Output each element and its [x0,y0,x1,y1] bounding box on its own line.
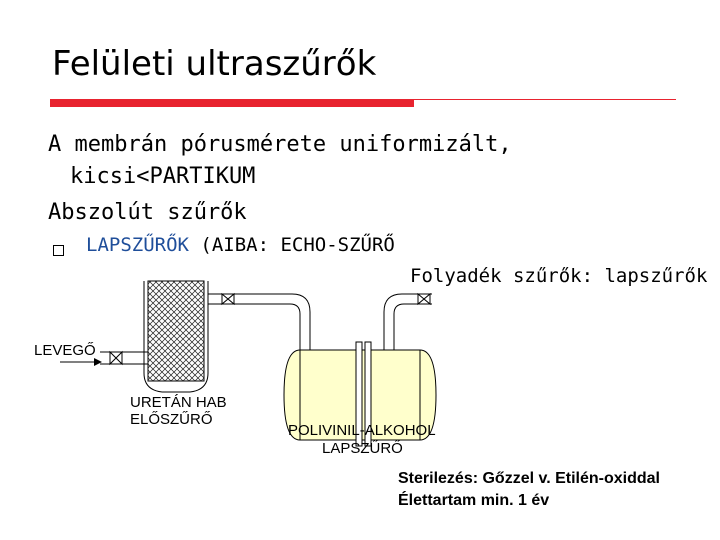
membrane-label-line2: LAPSZŰRŐ [322,440,403,457]
sterilization-note: Sterilezés: Gőzzel v. Etilén-oxiddal [398,470,660,487]
air-inlet-valve-icon [110,352,122,364]
liquid-filters-text: Folyadék szűrők: lapszűrők [410,265,708,287]
connect-valve-icon [222,294,234,304]
outlet-pipe-outer [384,294,432,350]
text-line-3: Abszolút szűrők [48,200,247,225]
outlet-valve-icon [418,294,430,304]
slide-title: Felületi ultraszűrők [52,44,377,84]
prefilter-label-line1: URETÁN HAB [130,394,227,411]
lifetime-note: Élettartam min. 1 év [398,492,550,509]
text-line-1: A membrán pórusmérete uniformizált, [48,132,512,157]
air-flow-arrowhead [94,358,102,366]
bullet-item-highlight: LAPSZŰRŐK [86,234,189,256]
outlet-pipe-inner [394,304,432,350]
text-line-2: kicsi<PARTIKUM [70,164,256,189]
prefilter-label-line2: ELŐSZŰRŐ [130,411,213,428]
membrane-label-line1: POLIVINIL-ALKOHOL [288,422,436,439]
bullet-item-rest: (AIBA: ECHO-SZŰRŐ [200,234,395,256]
air-label: LEVEGŐ [34,342,96,359]
prefilter-foam-body [148,281,204,381]
connect-pipe-inner [208,304,300,360]
